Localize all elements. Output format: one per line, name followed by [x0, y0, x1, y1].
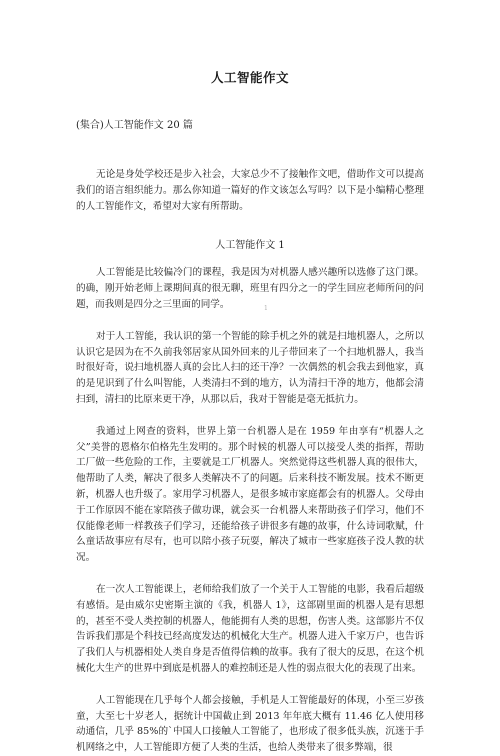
document-subtitle: (集合)人工智能作文 20 篇 — [76, 120, 193, 131]
body-paragraph-1: 人工智能是比较偏冷门的课程，我是因为对机器人感兴趣所以选修了这门课。的确，刚开始老师上课期间真的很无聊，班里有四分之一的学生回应老师所问的问题，而我则是四分之三里面的同学。 — [76, 267, 424, 310]
intro-paragraph: 无论是身处学校还是步入社会，大家总少不了接触作文吧，借助作文可以提高我们的语言组织能力。那么你知道一篇好的作文该怎么写吗？以下是小编精心整理的人工智能作文，希望对大家有所帮助。 — [76, 169, 424, 212]
body-paragraph-4: 在一次人工智能课上，老师给我们放了一个关于人工智能的电影，我看后超级有感悟。是由威尔史密斯主演的《我，机器人 1》，这部剧里面的机器人是有思想的，甚至不受人类控制的机器人，他能拥有人类的思想，伤害人类。这部影片不仅告诉我们那是个科技已经高度发达的机械化大生产。机器人进入千家万户，也告诉了我们人与机器相处人类自身是否值得信赖的故事。我有了很大的反思，在这个机械化大生产的世界中到底是机器人的难控制还是人性的弱点很大化的表现了出来。 — [76, 583, 424, 674]
body-paragraph-5: 人工智能现在几乎每个人都会接触，手机是人工智能最好的体现，小至三岁孩童，大至七十岁老人，据统计中国截止到 2013 年年底大概有 11.46 亿人使用移动通信，几乎 85%的`中国人口接触人工智能了，也形成了很多低头族，沉迷于手机网络之中，人工智能即方便了人类的生活，也给人类带来了很多弊端，很 — [76, 694, 424, 754]
section-heading: 人工智能作文 1 — [215, 240, 285, 252]
page-marker: 1 — [264, 305, 268, 312]
document-title: 人工智能作文 — [210, 70, 289, 85]
body-paragraph-2: 对于人工智能，我认识的第一个智能的除手机之外的就是扫地机器人，之所以认识它是因为在不久前我邻居家从国外回来的儿子带回来了一个扫地机器人，我当时很好奇，说扫地机器人真的会比人扫的还干净？一次偶然的机会我去到他家，真的是见识到了什么叫智能，人类清扫不到的地方，认为清扫干净的地方，他都会清扫到，清扫的比原来更干净，从那以后，我对于智能是毫无抵抗力。 — [76, 330, 424, 405]
body-paragraph-3: 我通过上网查的资料，世界上第一台机器人是在 1959 年由享有“机器人之父”美誉的恩格尔伯格先生发明的。那个时候的机器人可以接受人类的指挥，帮助工厂做一些危险的工作，主要就是工厂机器人。突然觉得这些机器人真的很伟大，他帮助了人类，解决了很多人类解决不了的问题。后来科技不断发展。技术不断更新，机器人也升级了。家用学习机器人，是很多城市家庭都会有的机器人。父母由于工作原因不能在家陪孩子做功课，就会买一台机器人来帮助孩子们学习，他们不仅能像老师一样教孩子们学习，还能给孩子讲很多有趣的故事，什么诗词歌赋，什么童话故事应有尽有，也可以陪小孩子玩耍，解决了城市一些家庭孩子没人教的状况。 — [76, 425, 424, 564]
